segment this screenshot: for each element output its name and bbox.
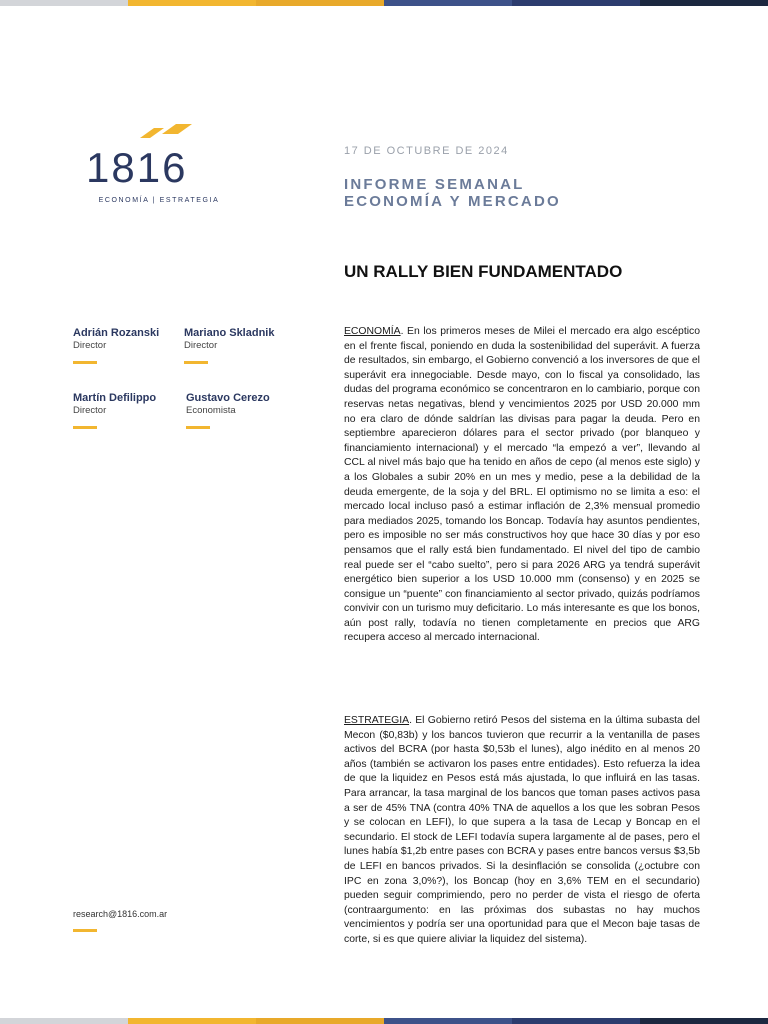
section-lead: ECONOMÍA [344,326,401,337]
author-role: Director [184,340,218,351]
author-accent-bar [184,361,208,364]
headline: UN RALLY BIEN FUNDAMENTADO [344,262,623,281]
author-role: Director [73,405,107,416]
author-name: Mariano Skladnik [184,327,275,339]
contact-accent-bar [73,929,97,932]
contact-block [73,909,167,932]
section-estrategia [344,714,700,948]
author-card [184,327,294,364]
logo-slash-marks-icon [140,124,196,140]
author-card [186,392,296,429]
report-title-line1: INFORME SEMANAL [344,176,525,193]
author-accent-bar [73,426,97,429]
logo-tagline: ECONOMÍA | ESTRATEGIA [98,197,220,204]
section-text: . En los primeros meses de Milei el mercado era algo escéptico en el frente fiscal, poniendo en duda la sostenibilidad del superávit. A fuerza de resultados, sin embargo, el Gobierno convenció a los inversores de que el superávit era innegociable. Desde mayo, con lo fiscal ya consolidado, las dudas del programa económico se concentraron en lo cambiario, porque con reservas netas negativas, blend y vencimientos 2025 por USD 20.000 mm no era claro de dónde saldrían las divisas para pagar la deuda. Pero en septiembre aparecieron dólares para el sector privado (por blanqueo y financiamiento internacional) y el mercado “la empezó a ver”, llevando al CCL al nivel más bajo que ha tenido en años de cepo (al menos este siglo) y a los Globales a subir 20% en un mes y medio, pese a la debilidad de la deuda emergente, de la soja y del BRL. El optimismo no se limita a eso: el mercado local incluso pasó a estimar inflación de 2,3% mensual promedio para mediados 2025, tomando los Boncap. Todavía hay asuntos pendientes, pero es imposible no ser más constructivos hoy que hace 30 días y por eso pensamos que el rally está bien fundamentado. El nivel del tipo de cambio real puede ser el “cabo suelto”, pero si para 2026 ARG ya tendrá superávit energético bien superior a los USD 10.000 mm (consenso) y en 2025 se consigue un “puente” con financiamiento al sector privado, quizás podríamos convivir con un turismo muy deficitario. Lo más interesante es que los bonos, aún post rally, todavía no tienen completamente en precios que ARG recupera acceso al mercado internacional. [344,326,700,644]
section-lead: ESTRATEGIA [344,715,410,726]
report-title-line2: ECONOMÍA Y MERCADO [344,193,561,210]
author-accent-bar [73,361,97,364]
author-role: Economista [186,405,236,416]
company-logo [84,122,234,212]
author-card [73,327,183,364]
report-date: 17 DE OCTUBRE DE 2024 [344,145,509,157]
top-color-band [0,0,768,6]
contact-email[interactable]: research@1816.com.ar [73,909,168,919]
report-title [344,176,561,210]
author-name: Adrián Rozanski [73,327,160,339]
author-name: Gustavo Cerezo [186,392,270,404]
section-text: . El Gobierno retiró Pesos del sistema en la última subasta del Mecon ($0,83b) y los bancos tuvieron que recurrir a la ventanilla de pases activos del BCRA (por hasta $0,53b el lunes), algo inédito en al menos 20 años (también se activaron los pases entre entidades). Esto refuerza la idea de que la liquidez en Pesos está más ajustada, lo que influirá en las tasas. Para arrancar, la tasa marginal de los bancos que toman pases activos pasa a ser de 45% TNA (contra 40% TNA de aquellos a los que les sobran Pesos y se colocan en LEFI), lo que supera a la tasa de Lecap y Boncap en el secundario. El stock de LEFI todavía supera largamente al de pases, pero el lunes había $1,2b entre pases con BCRA y pases entre bancos versus $3,5b de LEFI en bancos privados. Si la desinflación se consolida (¿octubre con IPC en zona 3,0%?), los Boncap (hoy en 3,6% TEM en el secundario) pueden seguir comprimiendo, pero no perder de vista el riesgo de oferta (contraargumento: en las próximas dos subastas no hay muchos vencimientos y podría ser una oportunidad para que el Mecon baje tasas de corte, si es que quiere aliviar la liquidez del sistema). [344,715,700,945]
bottom-color-band [0,1018,768,1024]
author-card [73,392,183,429]
author-accent-bar [186,426,210,429]
logo-number: 1816 [86,144,188,191]
author-role: Director [73,340,107,351]
author-name: Martín Defilippo [73,392,157,404]
section-economia [344,325,700,646]
